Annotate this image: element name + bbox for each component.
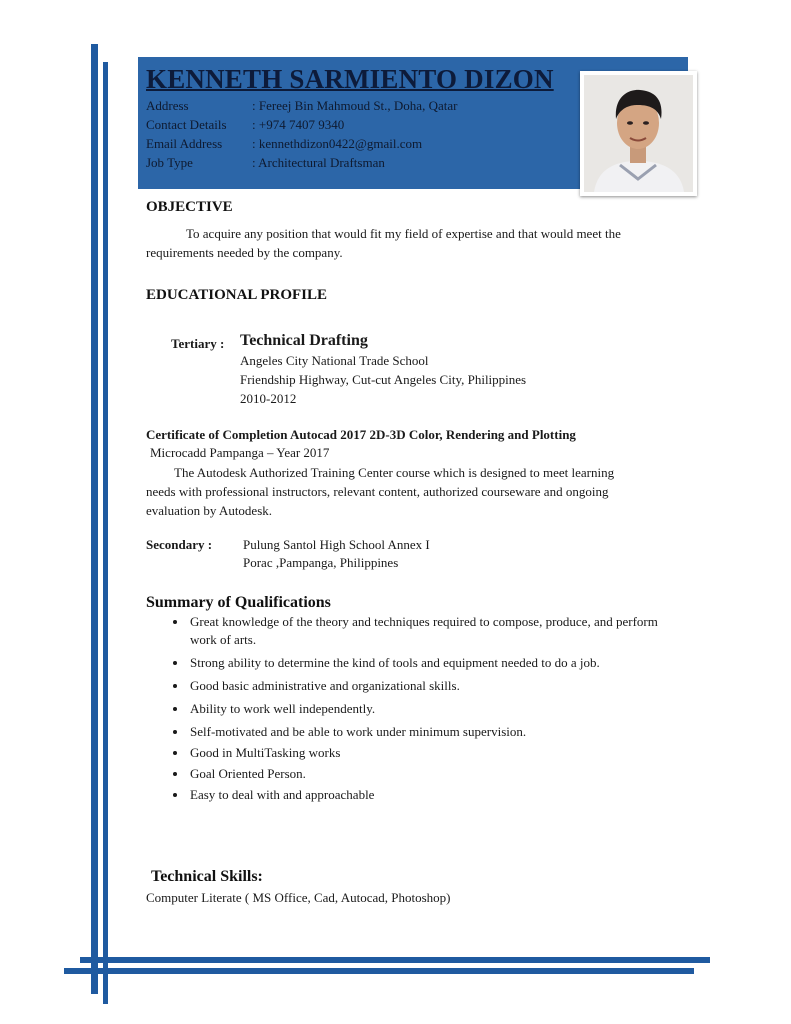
objective-text: To acquire any position that would fit my field of expertise and that would meet the requirements needed by the company. bbox=[146, 226, 621, 260]
list-item: • Ability to work well independently. bbox=[188, 700, 668, 718]
skills-text: Computer Literate ( MS Office, Cad, Autocad, Photoshop) bbox=[146, 890, 451, 905]
applicant-name: KENNETH SARMIENTO DIZON bbox=[146, 64, 554, 94]
frame-line-bottom-upper bbox=[80, 957, 710, 963]
info-row-email bbox=[146, 136, 422, 152]
education-heading: EDUCATIONAL PROFILE bbox=[146, 287, 327, 303]
info-row-job-type bbox=[146, 155, 385, 171]
tertiary-label: Tertiary : bbox=[171, 336, 225, 351]
secondary-school: Pulung Santol High School Annex I bbox=[243, 537, 430, 552]
list-item: • Goal Oriented Person. bbox=[188, 765, 668, 783]
info-row-contact bbox=[146, 117, 344, 133]
list-item: • Strong ability to determine the kind of tools and equipment needed to do a job. bbox=[188, 654, 668, 672]
list-item: • Self-motivated and be able to work under minimum supervision. bbox=[188, 723, 668, 741]
info-label: Contact Details bbox=[146, 117, 227, 132]
secondary-address: Porac ,Pampanga, Philippines bbox=[243, 555, 399, 570]
info-label: Address bbox=[146, 98, 189, 113]
secondary-label: Secondary : bbox=[146, 537, 213, 552]
list-item: • Great knowledge of the theory and techniques required to compose, produce, and perform work of arts. bbox=[188, 613, 668, 649]
info-value: : Architectural Draftsman bbox=[252, 155, 385, 170]
person-portrait-icon bbox=[584, 75, 693, 192]
list-item: • Good in MultiTasking works bbox=[188, 744, 668, 762]
info-label: Email Address bbox=[146, 136, 223, 151]
tertiary-years: 2010-2012 bbox=[240, 391, 297, 406]
info-value: : +974 7407 9340 bbox=[252, 117, 345, 132]
info-value: : kennethdizon0422@gmail.com bbox=[252, 136, 423, 151]
objective-heading: OBJECTIVE bbox=[146, 199, 233, 215]
tertiary-course: Technical Drafting bbox=[240, 332, 368, 349]
list-item: • Good basic administrative and organizational skills. bbox=[188, 677, 668, 695]
qualifications-list bbox=[146, 613, 668, 807]
list-item: • Easy to deal with and approachable bbox=[188, 786, 668, 804]
tertiary-school: Angeles City National Trade School bbox=[240, 353, 429, 368]
info-value: : Fereej Bin Mahmoud St., Doha, Qatar bbox=[252, 98, 458, 113]
frame-line-bottom-lower bbox=[64, 968, 694, 974]
certificate-provider: Microcadd Pampanga – Year 2017 bbox=[150, 445, 330, 460]
frame-line-left-inner bbox=[103, 62, 108, 1004]
certificate-title: Certificate of Completion Autocad 2017 2D-3D Color, Rendering and Plotting bbox=[146, 427, 576, 442]
frame-line-left-outer bbox=[91, 44, 98, 994]
profile-photo bbox=[580, 71, 697, 196]
info-label: Job Type bbox=[146, 155, 193, 170]
skills-heading: Technical Skills: bbox=[151, 868, 263, 885]
certificate-description: The Autodesk Authorized Training Center course which is designed to meet learning needs with professional instructors, relevant content, authorized courseware and ongoing evaluation by Autodesk. bbox=[146, 465, 615, 518]
tertiary-address: Friendship Highway, Cut-cut Angeles City, Philippines bbox=[240, 372, 527, 387]
qualifications-heading: Summary of Qualifications bbox=[146, 594, 331, 611]
info-row-address bbox=[146, 98, 457, 114]
